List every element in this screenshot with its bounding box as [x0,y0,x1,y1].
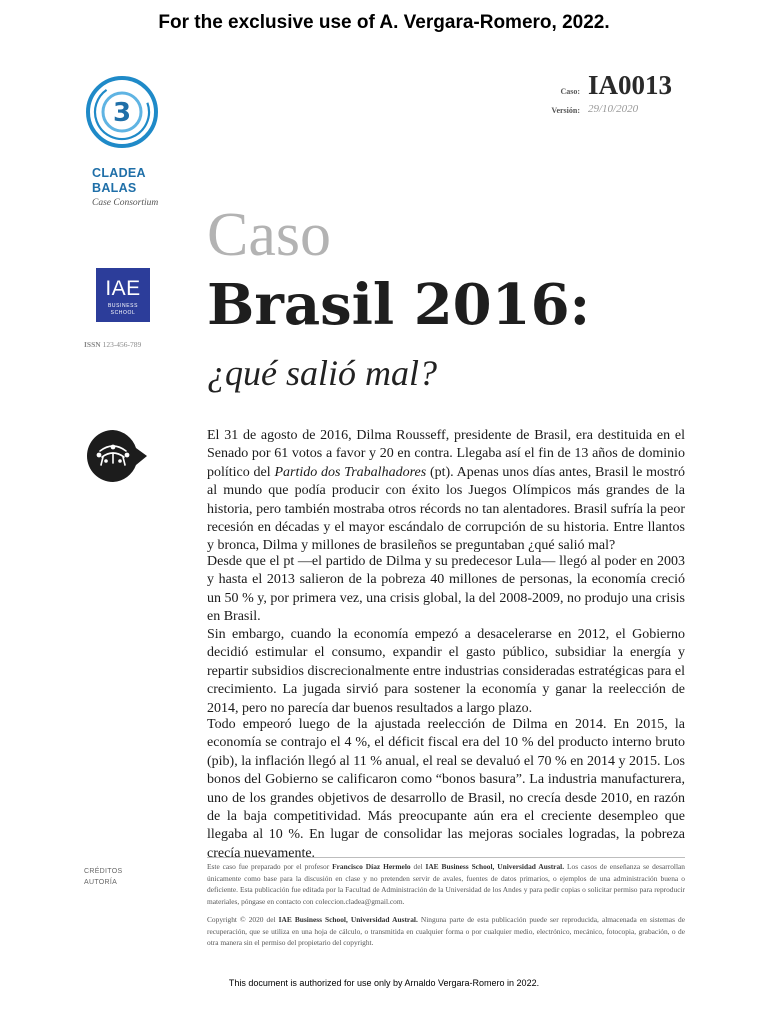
cladea-logo-icon [84,74,160,150]
issn [84,340,141,349]
credits-line-2: AUTORÍA [84,879,118,886]
iae-logo-sub-text-2: SCHOOL [110,310,136,316]
case-consortium-label: Case Consortium [92,198,159,208]
svg-text:3: 3 [112,98,132,128]
author-name: Francisco Díaz Hermelo [332,862,411,871]
footnote-1-part-b: del [410,862,426,871]
paragraph-1-text-start: El 31 de agosto de 2016, Dilma Rousseff, presidente de Brasil, era destituida en el Senado por 61 votos a favor y 20 en contra. Llegaba así el fin de 13 años de dominio político del [207,428,685,480]
footnote-2-part-a: Copyright © 2020 del [207,915,279,924]
body-paragraph-3 [207,626,685,718]
issn-number: 123-456-789 [102,340,142,349]
footnote-divider [207,857,685,858]
copyright-footnote [207,914,685,949]
authorship-footnote [207,861,685,907]
party-name: Partido dos Trabalhadores [274,464,427,480]
page-subtitle: ¿qué salió mal? [207,353,437,393]
footnote-1-part-a: Este caso fue preparado por el profesor [207,862,333,871]
page-title: Brasil 2016: [207,272,591,338]
issn-label: ISSN [84,340,101,349]
body-paragraph-1 [207,427,685,556]
credits-line-1: CRÉDITOS [84,868,123,875]
caso-heading: Caso [207,201,331,269]
iae-logo-main-text: IAE [105,277,141,300]
paragraph-3-text: Sin embargo, cuando la economía empezó a desacelerarse en 2012, el Gobierno decidió estimular el consumo, expandir el gasto público, subsidiar la energía y repartir subsidios discrecionalmente entre industrias consideradas estratégicas para el crecimiento. La jugada sirvió para sostener la economía y ganar la reelección de 2014, pero no parecía dar buenos resultados a largo plazo. [207,627,685,716]
exclusive-use-banner: For the exclusive use of A. Vergara-Romero, 2022. [158,12,610,33]
footnote-1-part-c: Los casos de enseñanza se desarrollan únicamente como base para la discusión en clase y no pretenden servir de avales, fuentes de datos primarios, o ejemplos de una administración buena o deficiente. Esta publicación fue editada por la Facultad de Administración de la Universidad de los Andes y para pedir copias o solicitar permiso para reproducir materiales, póngase en contacto con coleccion.cladea@gmail.com. [207,862,686,906]
body-paragraph-4 [207,716,685,863]
version-date: 29/10/2020 [588,103,639,115]
case-code: IA0013 [588,70,673,100]
brand-name-balas: BALAS [92,181,137,195]
body-paragraph-2 [207,553,685,627]
paragraph-4-text: Todo empeoró luego de la ajustada reelección de Dilma en 2014. En 2015, la economía se contrajo el 4 %, el déficit fiscal era del 10 % del producto interno bruto (pib), la inflación llegó al 11 % anual, el real se devaluó el 70 % en 2014 y 2015. Los bonos del Gobierno se calificaron como “bonos basura”. La industria manufacturera, uno de los grandes objetivos de desarrollo de Brasil, no crecía desde 2010, en razón de la baja competitividad. Más preocupante aún era el creciente desempleo que llegaba al 10 %. En lugar de consolidar las mejoras sociales logradas, la pobreza crecía nuevamente. [207,717,685,861]
discussion-badge-icon [84,427,148,485]
iae-logo-sub-text-1: BUSINESS [107,303,139,309]
footnote-2-part-b: Ninguna parte de esta publicación puede ser reproducida, almacenada en sistemas de recuperación, que se utiliza en una hoja de cálculo, o transmitida en cualquier forma o por cualquier medio, electrónico, mecánico, fotocopia, grabación, o de otra manera sin el permiso del propietario del copyright. [207,915,685,947]
paragraph-2-text: Desde que el pt —el partido de Dilma y su predecesor Lula— llegó al poder en 2003 y hasta el 2013 salieron de la pobreza 40 millones de personas, la economía creció un 50 % y, por primera vez, una crisis global, la del 2008-2009, no produjo una crisis en Brasil. [207,554,685,625]
school-name: IAE Business School, Universidad Austral. [425,862,565,871]
brand-name-cladea: CLADEA [92,166,146,180]
credits-label [84,866,122,888]
authorization-note: This document is authorized for use only by Arnaldo Vergara-Romero in 2022. [228,978,540,988]
case-code-label: Caso: [560,87,580,96]
paragraph-1-text-end: (pt). Apenas unos días antes, Brasil le mostró al mundo que podía producir con éxito los Juegos Olímpicos más grandes de la historia, pero también mostraba otros récords no tan alentadores. Brasil sufría la peor recesión en décadas y el mayor escándalo de corrupción de su historia. Entre llantos y bronca, Dilma y millones de brasileños se preguntaban ¿qué salió mal? [207,464,685,554]
copyright-school-name: IAE Business School, Universidad Austral. [278,915,418,924]
iae-business-school-logo [96,268,150,322]
version-label: Versión: [551,106,580,115]
